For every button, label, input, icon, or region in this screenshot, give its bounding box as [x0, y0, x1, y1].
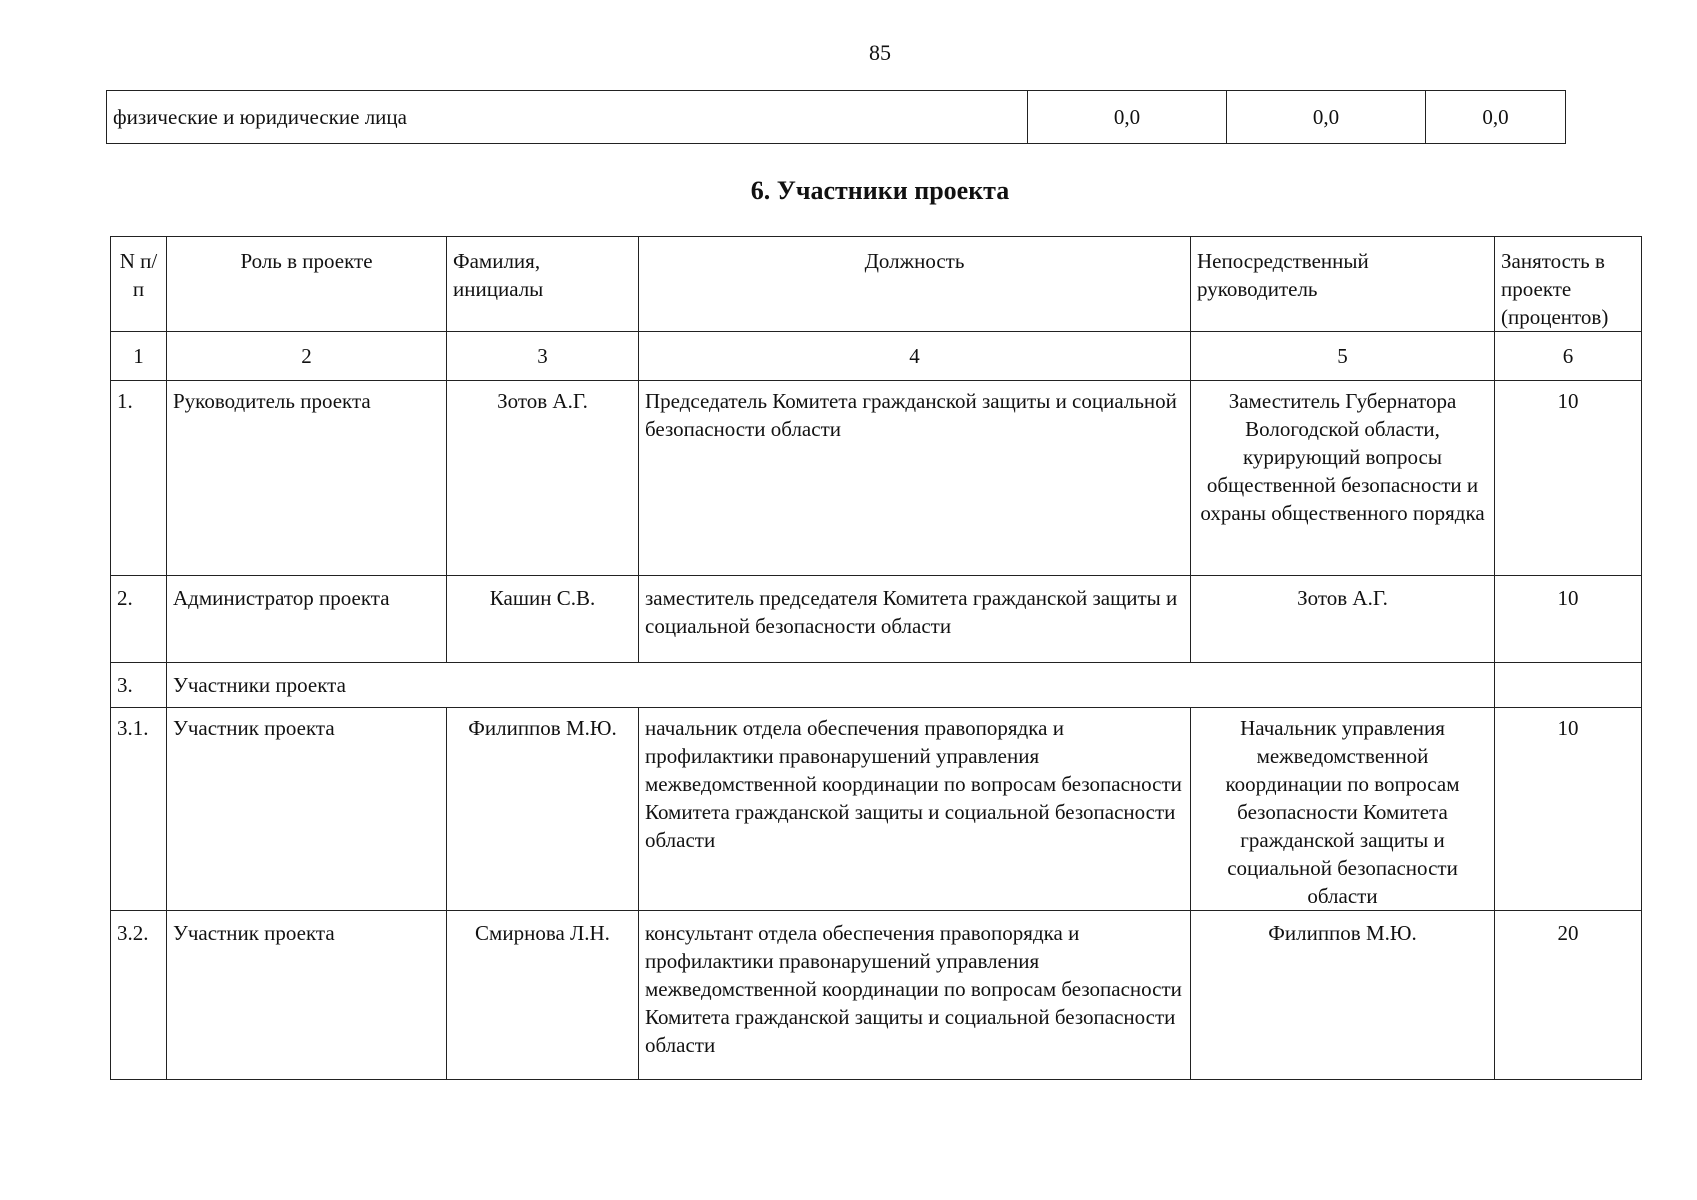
header-cell: Фамилия, инициалы — [447, 237, 639, 332]
column-number: 1 — [111, 332, 167, 381]
header-cell: Роль в проекте — [167, 237, 447, 332]
header-cell: Непосредственный руководитель — [1191, 237, 1495, 332]
funding-table — [106, 90, 1566, 144]
row-position: консультант отдела обеспечения правопорядка и профилактики правонарушений управления межведомственной координации по вопросам безопасности Комитета гражданской защиты и социальной безопасности области — [639, 911, 1191, 1080]
row-supervisor: Начальник управления межведомственной координации по вопросам безопасности Комитета гражданской защиты и социальной безопасности области — [1191, 708, 1495, 911]
header-row — [111, 237, 1642, 332]
column-number-row — [111, 332, 1642, 381]
table-row — [111, 911, 1642, 1080]
row-number: 3. — [111, 663, 167, 708]
header-cell: N п/п — [111, 237, 167, 332]
row-load — [1495, 663, 1642, 708]
column-number: 2 — [167, 332, 447, 381]
table-row — [111, 381, 1642, 576]
table-row — [111, 576, 1642, 663]
row-name: Филиппов М.Ю. — [447, 708, 639, 911]
row-supervisor: Заместитель Губернатора Вологодской области, курирующий вопросы общественной безопасности и охраны общественного порядка — [1191, 381, 1495, 576]
funding-row — [107, 91, 1566, 144]
row-number: 1. — [111, 381, 167, 576]
funding-label: физические и юридические лица — [107, 91, 1028, 144]
header-cell: Должность — [639, 237, 1191, 332]
row-load: 20 — [1495, 911, 1642, 1080]
funding-value: 0,0 — [1028, 91, 1227, 144]
row-number: 3.2. — [111, 911, 167, 1080]
row-position: начальник отдела обеспечения правопорядка и профилактики правонарушений управления межведомственной координации по вопросам безопасности Комитета гражданской защиты и социальной безопасности области — [639, 708, 1191, 911]
column-number: 5 — [1191, 332, 1495, 381]
column-number: 6 — [1495, 332, 1642, 381]
row-role: Участники проекта — [167, 663, 1495, 708]
row-name: Зотов А.Г. — [447, 381, 639, 576]
funding-value: 0,0 — [1426, 91, 1566, 144]
row-load: 10 — [1495, 381, 1642, 576]
row-supervisor: Филиппов М.Ю. — [1191, 911, 1495, 1080]
row-supervisor: Зотов А.Г. — [1191, 576, 1495, 663]
funding-value: 0,0 — [1227, 91, 1426, 144]
table-row — [111, 708, 1642, 911]
column-number: 3 — [447, 332, 639, 381]
row-role: Администратор проекта — [167, 576, 447, 663]
row-number: 2. — [111, 576, 167, 663]
page-number: 85 — [869, 40, 891, 65]
row-position: Председатель Комитета гражданской защиты и социальной безопасности области — [639, 381, 1191, 576]
row-number: 3.1. — [111, 708, 167, 911]
row-load: 10 — [1495, 576, 1642, 663]
participants-table — [110, 236, 1642, 1080]
row-role: Руководитель проекта — [167, 381, 447, 576]
row-position: заместитель председателя Комитета гражданской защиты и социальной безопасности области — [639, 576, 1191, 663]
row-name: Кашин С.В. — [447, 576, 639, 663]
header-cell: Занятость в проекте (процентов) — [1495, 237, 1642, 332]
row-load: 10 — [1495, 708, 1642, 911]
section-title: 6. Участники проекта — [750, 176, 1010, 205]
table-row — [111, 663, 1642, 708]
row-role: Участник проекта — [167, 708, 447, 911]
column-number: 4 — [639, 332, 1191, 381]
row-name: Смирнова Л.Н. — [447, 911, 639, 1080]
row-role: Участник проекта — [167, 911, 447, 1080]
